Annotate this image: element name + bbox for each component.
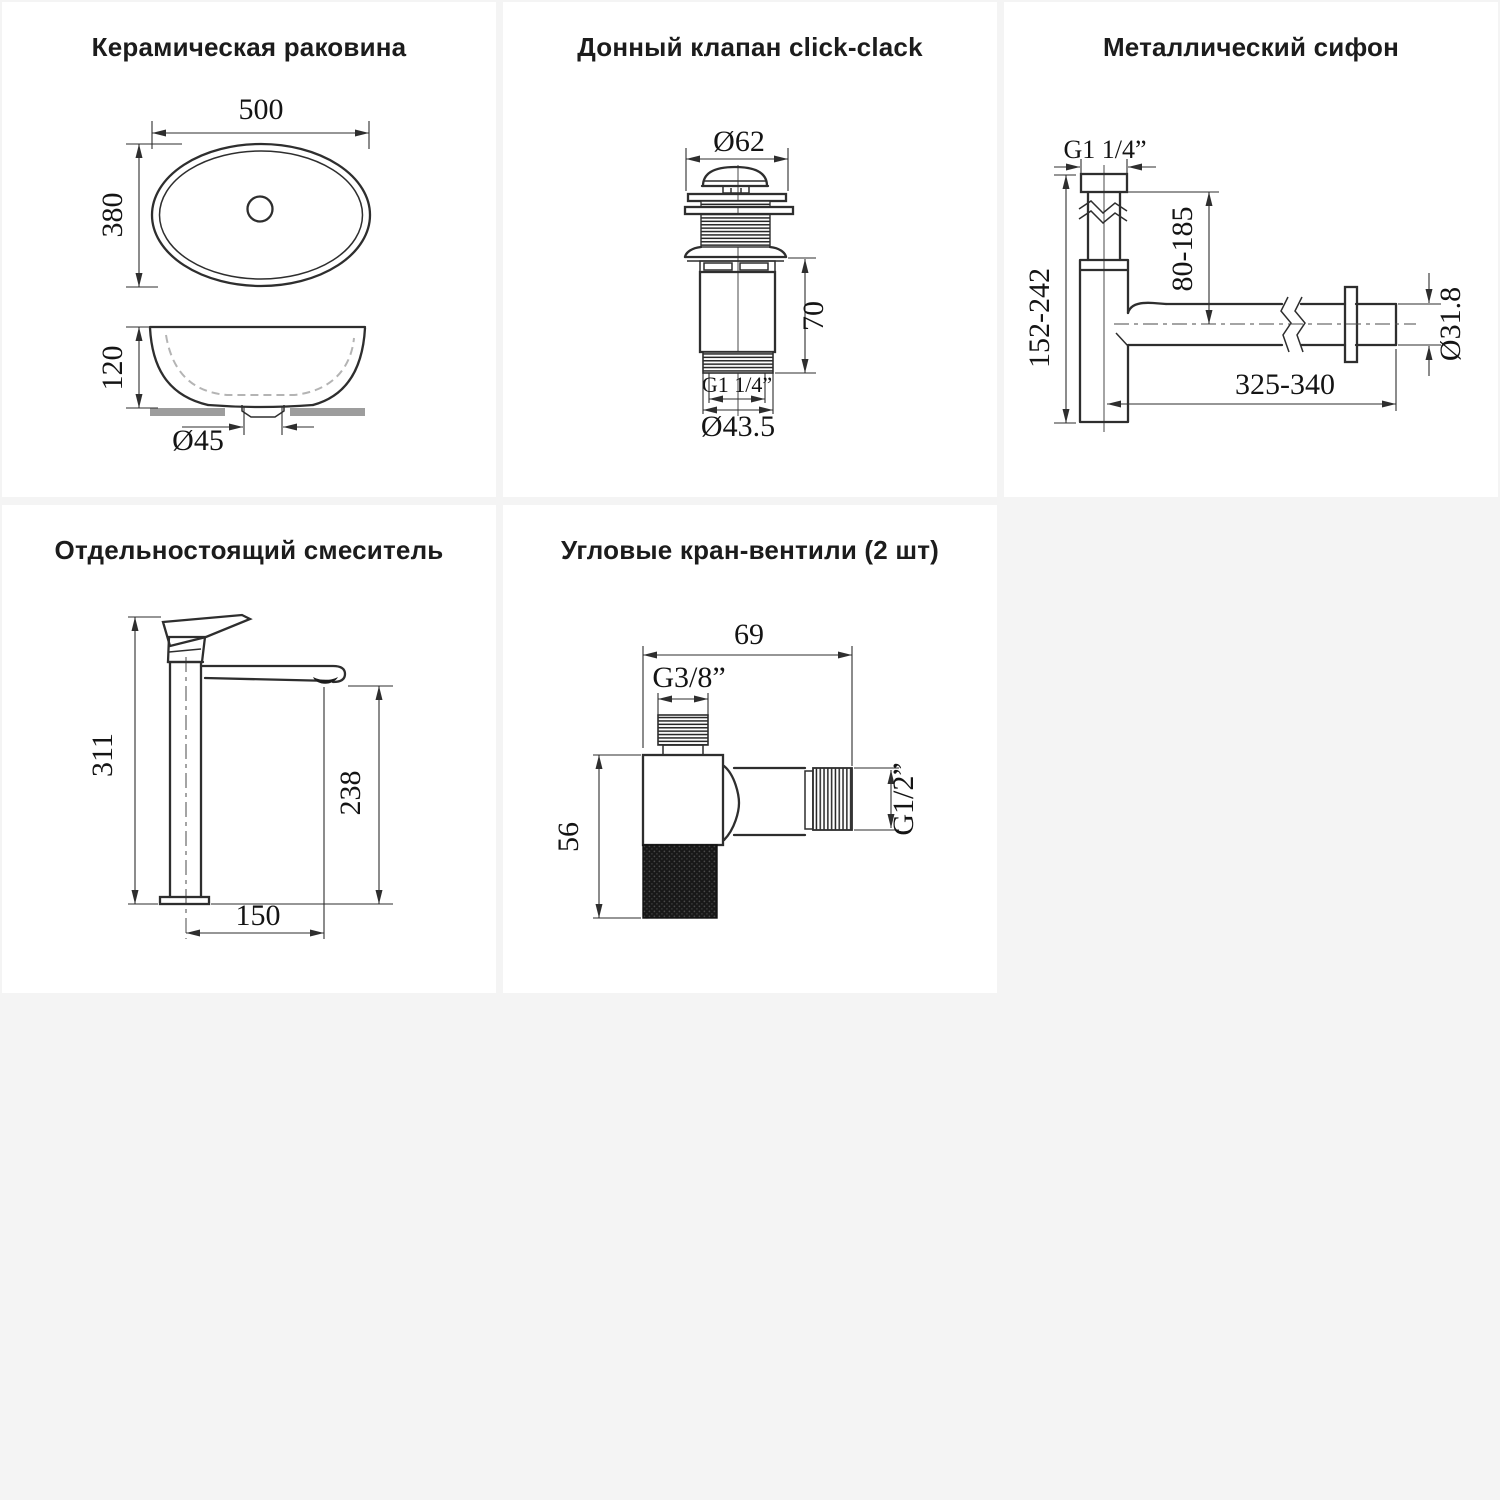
panel-title: Металлический сифон <box>1102 32 1400 62</box>
sink-side-view <box>150 327 365 417</box>
dim-height-range <box>1023 175 1076 423</box>
panel-title: Донный клапан click-clack <box>577 32 923 62</box>
empty-cell <box>1004 505 1498 993</box>
knurled-handle <box>643 845 717 918</box>
valve-body <box>643 715 852 918</box>
dim-label-depth: 380 <box>96 192 129 238</box>
panel-ceramic-sink <box>2 2 496 497</box>
dim-label-width: 69 <box>734 618 764 651</box>
dim-label-thread: G1 1/4” <box>701 372 773 397</box>
dim-total-height <box>86 617 161 904</box>
spec-sheet-grid <box>2 2 1498 993</box>
dim-label-inlet-thread: G3/8” <box>652 661 726 694</box>
mixer-body <box>160 615 345 904</box>
panel-title: Угловые кран-вентили (2 шт) <box>560 535 940 565</box>
dim-label-height: 120 <box>96 345 129 391</box>
panel-title: Керамическая раковина <box>91 32 407 62</box>
dim-label-length-range: 325-340 <box>1235 368 1335 401</box>
panel-title: Отдельностоящий смеситель <box>54 535 444 565</box>
panel-click-clack-valve <box>503 2 997 497</box>
dim-width <box>152 93 369 149</box>
dim-label-inlet-range: 80-185 <box>1166 206 1199 292</box>
sink-drawing <box>2 2 496 497</box>
dim-thread <box>702 372 772 403</box>
mount-pad-left <box>150 408 225 416</box>
siphon-drawing <box>1004 2 1498 497</box>
dim-height <box>552 755 641 918</box>
dim-label-spout-reach: 150 <box>235 899 281 932</box>
drain-hole <box>248 197 273 222</box>
panel-metal-siphon <box>1004 2 1498 497</box>
dim-label-drain: Ø45 <box>172 424 224 457</box>
valve-body <box>685 167 793 373</box>
dim-depth <box>96 144 182 287</box>
dim-label-cap-diameter: Ø62 <box>713 125 765 158</box>
dim-spout-height <box>211 686 393 904</box>
dim-inlet-thread <box>652 661 725 716</box>
mixer-drawing <box>2 505 496 993</box>
dim-label-spout-height: 238 <box>334 770 367 816</box>
dim-label-height: 56 <box>552 822 585 852</box>
dim-height <box>96 327 158 408</box>
dim-label-outlet-thread: G1/2” <box>887 762 920 836</box>
dim-label-body-height: 70 <box>797 301 830 331</box>
dim-label-pipe-diameter: Ø31.8 <box>1434 286 1467 362</box>
angle-valve-drawing <box>503 505 997 993</box>
sink-top-view <box>152 144 370 286</box>
dim-label-thread-diameter: Ø43.5 <box>700 410 776 443</box>
dim-label-height-range: 152-242 <box>1023 268 1056 368</box>
dim-body-height <box>775 258 830 373</box>
dim-label-width: 500 <box>238 93 284 126</box>
valve-drawing <box>503 2 997 497</box>
mount-pad-right <box>290 408 365 416</box>
dim-spout-reach <box>186 687 324 939</box>
panel-freestanding-mixer <box>2 505 496 993</box>
panel-angle-valves <box>503 505 997 993</box>
dim-label-inlet-thread: G1 1/4” <box>1063 135 1147 164</box>
dim-length-range <box>1107 349 1396 411</box>
dim-label-total-height: 311 <box>86 733 119 777</box>
dim-inlet-thread <box>1054 135 1156 174</box>
dim-outlet-thread <box>854 762 920 835</box>
